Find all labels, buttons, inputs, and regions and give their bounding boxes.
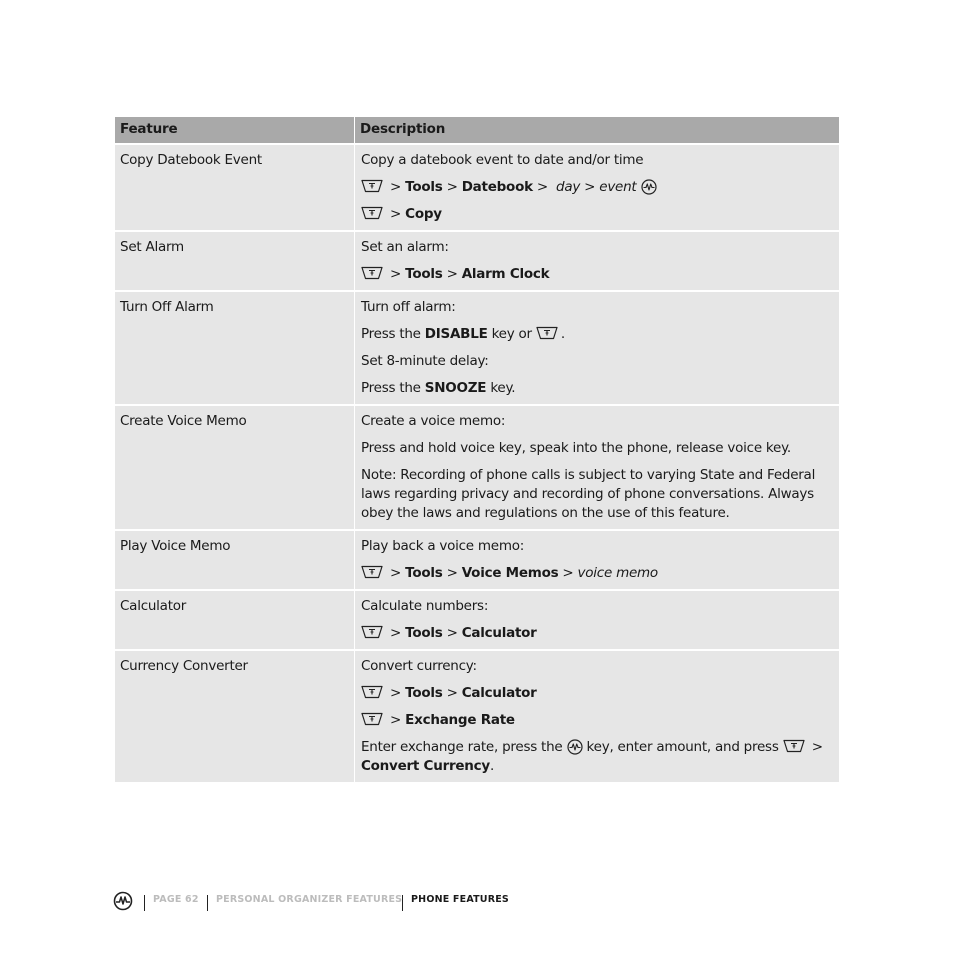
text-fragment: > [442, 625, 462, 641]
text-fragment: > [558, 565, 578, 581]
footer-divider [402, 895, 403, 911]
text-fragment: Press the [361, 380, 425, 396]
description-line: Convert currency: [361, 658, 477, 674]
text-fragment: > [386, 266, 406, 282]
text-fragment: > [386, 685, 406, 701]
feature-cell: Calculator [115, 591, 354, 649]
description-line: Set an alarm: [361, 239, 449, 255]
description-cell [355, 406, 839, 529]
description-line: Turn off alarm: [361, 299, 456, 315]
menu-key-icon [361, 266, 383, 280]
description-line: Press and hold voice key, speak into the phone, release voice key. [361, 440, 791, 456]
description-line: Create a voice memo: [361, 413, 506, 429]
menu-path-item: Tools [405, 625, 443, 641]
description-line [361, 379, 833, 398]
description-cell [355, 591, 839, 649]
menu-path-item: Convert Currency [361, 758, 490, 774]
text-fragment: > [442, 685, 462, 701]
footer-divider [207, 895, 208, 911]
text-fragment: > [386, 206, 406, 222]
menu-path-item: Voice Memos [461, 565, 559, 581]
description-line [361, 325, 833, 344]
description-line: Note: Recording of phone calls is subject to varying State and Federal laws regarding privacy and recording of phone conversations. Always obey the laws and regulations on the use of this feature. [361, 467, 816, 521]
footer-page-number[interactable]: PAGE 62 [153, 894, 199, 905]
text-fragment: > [532, 179, 557, 195]
header-description: Description [355, 117, 839, 143]
description-line [361, 711, 833, 730]
menu-path-item: Tools [405, 179, 443, 195]
menu-key-icon [361, 179, 383, 193]
menu-path-item: Copy [405, 206, 442, 222]
description-line [361, 205, 833, 224]
menu-path-item: Tools [405, 685, 443, 701]
menu-key-icon [361, 206, 383, 220]
description-cell [355, 292, 839, 404]
nav-key-icon [567, 739, 583, 755]
text-fragment: > [807, 739, 827, 755]
description-line: Copy a datebook event to date and/or time [361, 152, 644, 168]
text-fragment: key, enter amount, and press [582, 739, 783, 755]
menu-key-icon [361, 625, 383, 639]
text-fragment: . [560, 326, 565, 342]
footer-section-link[interactable]: PERSONAL ORGANIZER FEATURES [216, 894, 403, 905]
text-fragment: > [442, 565, 462, 581]
menu-path-item: Tools [405, 565, 443, 581]
text-fragment: > [442, 266, 462, 282]
menu-path-item: DISABLE [424, 326, 488, 342]
menu-key-icon [783, 739, 805, 753]
text-fragment: > [386, 565, 406, 581]
page-footer [113, 889, 613, 913]
footer-divider [144, 895, 145, 911]
menu-path-item: Calculator [461, 625, 537, 641]
variable-text: voice memo [577, 565, 658, 581]
feature-cell: Copy Datebook Event [115, 145, 354, 230]
menu-key-icon [361, 712, 383, 726]
text-fragment: . [489, 758, 495, 774]
menu-path-item: Alarm Clock [461, 266, 550, 282]
variable-text: day [556, 179, 581, 195]
motorola-logo-icon [113, 891, 133, 911]
text-fragment: key or [487, 326, 536, 342]
menu-path-item: Datebook [461, 179, 533, 195]
text-fragment: Enter exchange rate, press the [361, 739, 567, 755]
description-line [361, 265, 833, 284]
feature-table [115, 117, 838, 782]
text-fragment: key. [486, 380, 516, 396]
text-fragment: > [442, 179, 462, 195]
menu-key-icon [361, 565, 383, 579]
feature-cell: Set Alarm [115, 232, 354, 290]
description-cell [355, 145, 839, 230]
nav-key-icon [641, 179, 657, 195]
feature-cell: Currency Converter [115, 651, 354, 782]
menu-path-item: Exchange Rate [405, 712, 515, 728]
menu-path-item: Tools [405, 266, 443, 282]
feature-cell: Play Voice Memo [115, 531, 354, 589]
text-fragment: > [386, 712, 406, 728]
description-line [361, 738, 833, 776]
text-fragment: > [386, 179, 406, 195]
feature-cell: Create Voice Memo [115, 406, 354, 529]
text-fragment: > [386, 625, 406, 641]
text-fragment: Press the [361, 326, 425, 342]
description-line: Calculate numbers: [361, 598, 489, 614]
description-line [361, 684, 833, 703]
description-line: Play back a voice memo: [361, 538, 525, 554]
text-fragment: > [580, 179, 600, 195]
description-line [361, 624, 833, 643]
header-feature: Feature [115, 117, 354, 143]
menu-key-icon [361, 685, 383, 699]
menu-key-icon [536, 326, 558, 340]
menu-path-item: Calculator [461, 685, 537, 701]
feature-cell: Turn Off Alarm [115, 292, 354, 404]
description-line [361, 564, 833, 583]
footer-current-section[interactable]: PHONE FEATURES [411, 894, 509, 905]
description-cell [355, 531, 839, 589]
description-cell [355, 232, 839, 290]
menu-path-item: SNOOZE [424, 380, 487, 396]
description-line: Set 8-minute delay: [361, 353, 489, 369]
variable-text: event [599, 179, 637, 195]
description-line [361, 178, 833, 197]
description-cell [355, 651, 839, 782]
